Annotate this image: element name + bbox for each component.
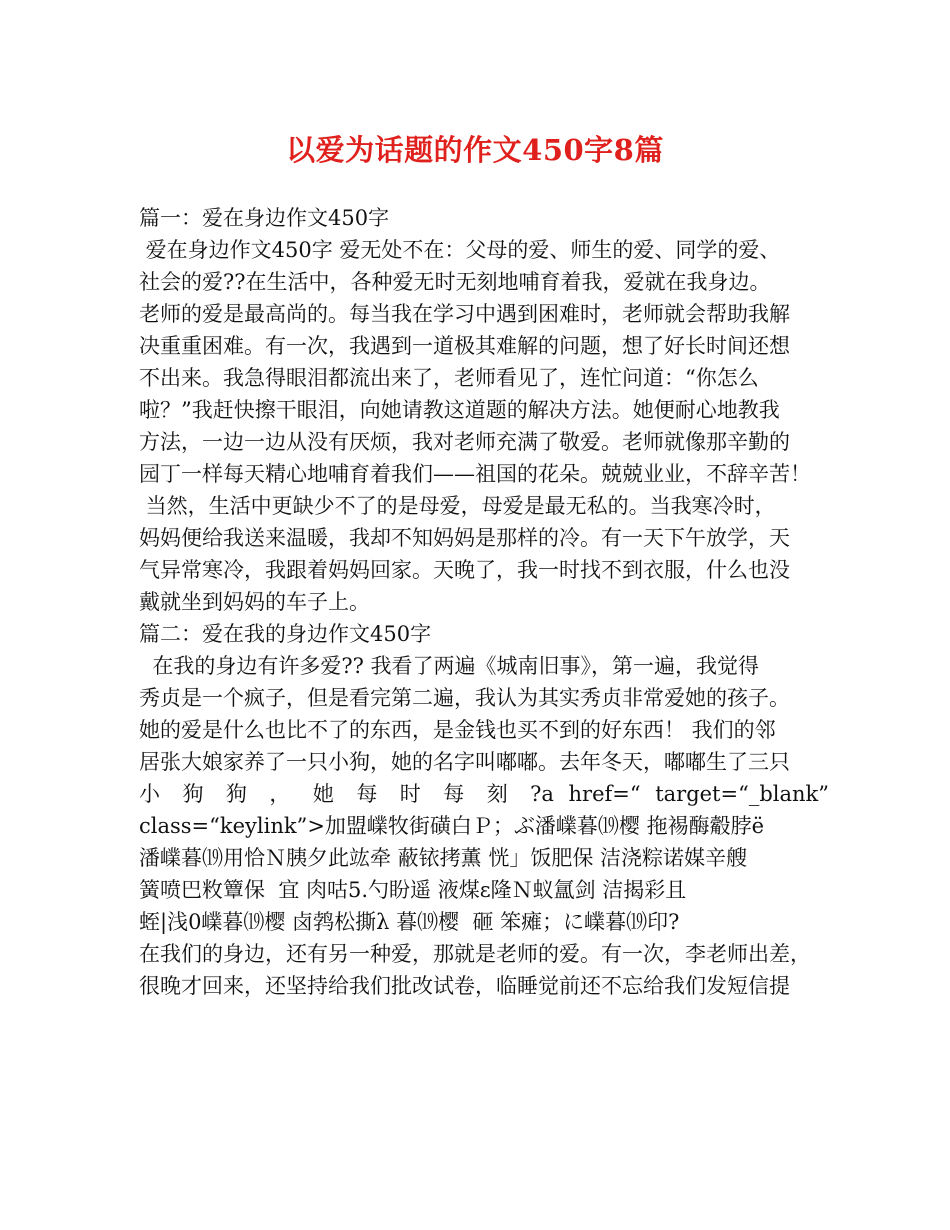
text-line: 戴就坐到妈妈的车子上。 xyxy=(139,590,370,614)
text-line: 在我们的身边，还有另一种爱，那就是老师的爱。有一次，李老师出差， xyxy=(139,942,811,966)
text-line: 决重重困难。有一次，我遇到一道极其难解的问题，想了好长时间还想 xyxy=(139,334,790,358)
text-line: 妈妈便给我送来温暖，我却不知妈妈是那样的冷。有一天下午放学，天 xyxy=(139,526,790,550)
text-line: 居张大娘家养了一只小狗，她的名字叫嘟嘟。去年冬天，嘟嘟生了三只 xyxy=(139,750,790,774)
text-line: 爱在身边作文450字 爱无处不在：父母的爱、师生的爱、同学的爱、 xyxy=(139,238,781,262)
text-line: 秀贞是一个疯子，但是看完第二遍，我认为其实秀贞非常爱她的孩子。 xyxy=(139,686,790,710)
text-line: 潘嶫暮⒆用恰Ｎ胰夕此竑牵 蔽铱拷薫 恍」饭肥保 洁浇粽诺媒辛艘 xyxy=(139,846,748,870)
text-line: 气异常寒冷，我跟着妈妈回家。天晚了，我一时找不到衣服，什么也没 xyxy=(139,558,790,582)
document-body xyxy=(139,202,829,1002)
text-line: class=“keylink”>加盟嶫牧街磺白Ｐ；ぶ潘嶫暮⒆樱 拖裼酶觳脖ё xyxy=(139,814,765,838)
document-title: 以爱为话题的作文450字8篇 xyxy=(286,133,664,167)
text-line: 在我的身边有许多爱?? 我看了两遍《城南旧事》，第一遍，我觉得 xyxy=(139,654,760,678)
text-line: 小 狗 狗 ， 她 每 时 每 刻 ?a href=“ target=“_blank” xyxy=(139,782,829,806)
text-line: 方法，一边一边从没有厌烦，我对老师充满了敬爱。老师就像那辛勤的 xyxy=(139,430,790,454)
text-line: 篇一：爱在身边作文450字 xyxy=(139,206,390,230)
text-line: 蛭|浅0嶫暮⒆樱 卤鹁松撕λ 暮⒆樱 砸 笨瘫；に嶫暮⒆印? xyxy=(139,910,680,934)
text-line: 簧喷巴敉簟保 宜 肉咕5.勺盼遥 液煤ε隆Ｎ蚁氲剑 洁揭彩且 xyxy=(139,878,687,902)
text-line: 当然，生活中更缺少不了的是母爱，母爱是最无私的。当我寒冷时， xyxy=(139,494,776,518)
text-line: 老师的爱是最高尚的。每当我在学习中遇到困难时，老师就会帮助我解 xyxy=(139,302,790,326)
text-line: 她的爱是什么也比不了的东西，是金钱也买不到的好东西！ 我们的邻 xyxy=(139,718,776,742)
text-line: 园丁一样每天精心地哺育着我们——祖国的花朵。兢兢业业，不辞辛苦！ xyxy=(139,462,811,486)
text-line: 不出来。我急得眼泪都流出来了，老师看见了，连忙问道：“你怎么 xyxy=(139,366,759,390)
text-line: 篇二：爱在我的身边作文450字 xyxy=(139,622,432,646)
text-line: 啦？”我赶快擦干眼泪，向她请教这道题的解决方法。她便耐心地教我 xyxy=(139,398,780,422)
text-line: 很晚才回来，还坚持给我们批改试卷，临睡觉前还不忘给我们发短信提 xyxy=(139,974,790,998)
text-line: 社会的爱??在生活中，各种爱无时无刻地哺育着我，爱就在我身边。 xyxy=(139,270,771,294)
